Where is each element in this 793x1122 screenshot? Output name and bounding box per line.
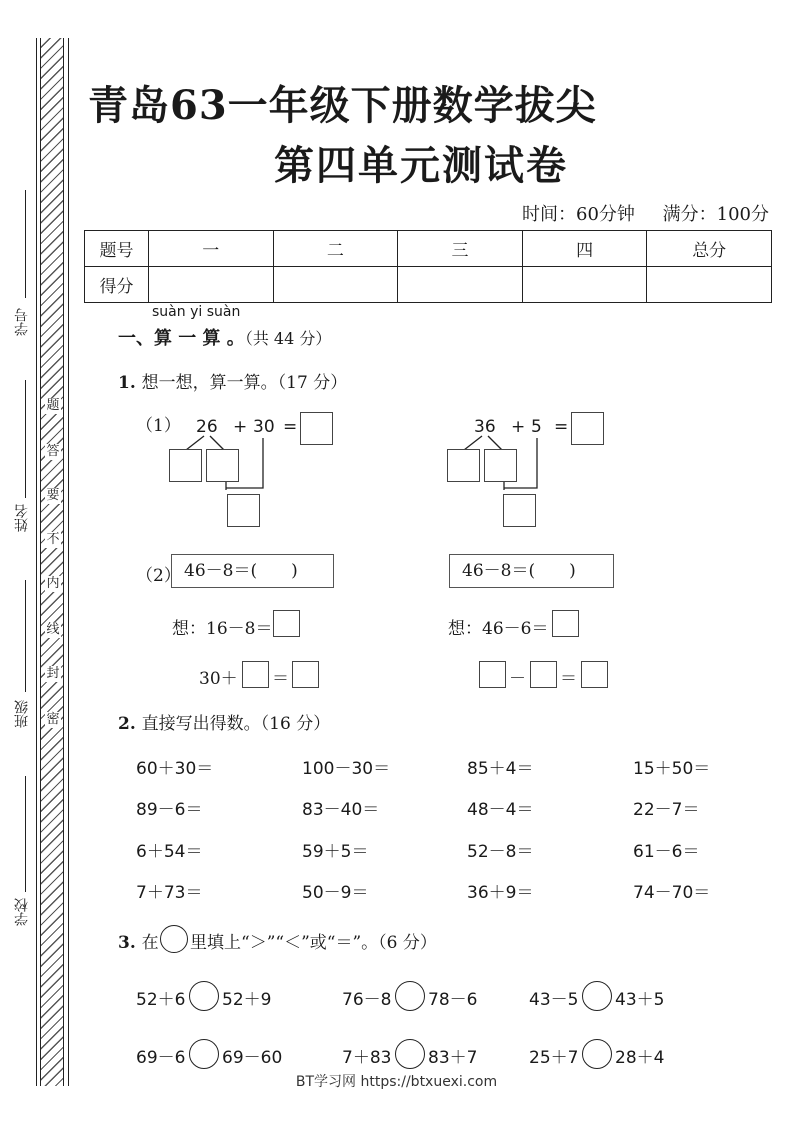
right-think-step: 想：46－6＝ bbox=[448, 619, 549, 639]
student-id-blank[interactable] bbox=[25, 190, 26, 298]
right-think-box[interactable] bbox=[552, 610, 579, 637]
compare-right: 83＋7 bbox=[428, 1048, 478, 1068]
footer-watermark: BT学习网 https://btxuexi.com bbox=[295, 1074, 498, 1090]
name-label: 姓名 bbox=[14, 504, 30, 532]
left-step2-prefix: 30＋ bbox=[199, 669, 238, 689]
score-cell[interactable] bbox=[273, 267, 398, 303]
mental-calc-item: 85＋4＝ bbox=[467, 759, 534, 779]
right-eq-answer-box[interactable] bbox=[571, 412, 604, 445]
mental-calc-item: 100－30＝ bbox=[302, 759, 391, 779]
question-2-heading bbox=[118, 709, 330, 734]
right-sum-box[interactable] bbox=[503, 494, 536, 527]
right-step2-equals: ＝ bbox=[560, 669, 577, 689]
compare-circle[interactable] bbox=[582, 1039, 612, 1069]
mental-calc-item: 6＋54＝ bbox=[136, 842, 203, 862]
right-eq-equals: = bbox=[554, 417, 569, 437]
time-info bbox=[500, 200, 769, 226]
compare-circle[interactable] bbox=[189, 1039, 219, 1069]
mental-calc-item: 50－9＝ bbox=[302, 883, 369, 903]
compare-right: 28＋4 bbox=[615, 1048, 665, 1068]
mental-calc-item: 74－70＝ bbox=[633, 883, 711, 903]
school-label: 学校 bbox=[14, 898, 30, 926]
binding-line-outer bbox=[36, 38, 37, 1086]
right-split-box-1[interactable] bbox=[447, 449, 480, 482]
warning-char: 要 bbox=[46, 488, 60, 503]
warning-char: 线 bbox=[46, 622, 60, 637]
right-eq-a: 36 bbox=[474, 417, 496, 437]
left-think-step: 想：16－8＝ bbox=[172, 619, 273, 639]
compare-right: 52＋9 bbox=[222, 990, 272, 1010]
compare-left: 43－5 bbox=[529, 990, 579, 1010]
compare-circle[interactable] bbox=[189, 981, 219, 1011]
mental-calc-item: 52－8＝ bbox=[467, 842, 534, 862]
score-header-cell: 四 bbox=[522, 231, 647, 267]
compare-circle[interactable] bbox=[395, 1039, 425, 1069]
mental-calc-item: 36＋9＝ bbox=[467, 883, 534, 903]
mental-calc-item: 61－6＝ bbox=[633, 842, 700, 862]
compare-circle[interactable] bbox=[395, 981, 425, 1011]
question-2-text: 直接写出得数。（16 分） bbox=[141, 714, 331, 734]
score-row-label: 得分 bbox=[85, 267, 149, 303]
compare-right: 69－60 bbox=[222, 1048, 283, 1068]
full-score: 满分：100分 bbox=[662, 204, 769, 225]
left-eq-op: + bbox=[233, 417, 248, 437]
left-eq-equals: = bbox=[283, 417, 298, 437]
section-1-title: 一、算 一 算 。 bbox=[118, 328, 245, 349]
mental-calc-item: 48－4＝ bbox=[467, 800, 534, 820]
left-split-box-1[interactable] bbox=[169, 449, 202, 482]
left-eq-a: 26 bbox=[196, 417, 218, 437]
question-1-heading bbox=[118, 368, 347, 393]
section-1-pinyin: suàn yi suàn bbox=[152, 304, 241, 320]
compare-left: 69－6 bbox=[136, 1048, 186, 1068]
class-blank[interactable] bbox=[25, 580, 26, 692]
warning-char: 答 bbox=[46, 444, 60, 459]
left-eq-answer-box[interactable] bbox=[300, 412, 333, 445]
question-3-heading bbox=[118, 928, 159, 953]
score-header-cell: 一 bbox=[149, 231, 274, 267]
binding-line-inner bbox=[68, 38, 69, 1086]
right-step2-minus: － bbox=[509, 669, 526, 689]
score-cell[interactable] bbox=[149, 267, 274, 303]
left-sum-box[interactable] bbox=[227, 494, 260, 527]
title-line-1: 青岛63一年级下册数学拔尖 bbox=[88, 82, 597, 129]
score-header-cell: 题号 bbox=[85, 231, 149, 267]
question-1-text: 想一想，算一算。（17 分） bbox=[141, 373, 348, 393]
score-cell[interactable] bbox=[522, 267, 647, 303]
title-line-2: 第四单元测试卷 bbox=[274, 142, 568, 189]
compare-right: 43＋5 bbox=[615, 990, 665, 1010]
left-step2-box-2[interactable] bbox=[292, 661, 319, 688]
name-blank[interactable] bbox=[25, 380, 26, 498]
score-cell[interactable] bbox=[647, 267, 772, 303]
compare-circle[interactable] bbox=[582, 981, 612, 1011]
warning-char: 封 bbox=[46, 666, 60, 681]
compare-left: 52＋6 bbox=[136, 990, 186, 1010]
left-split-box-2[interactable] bbox=[206, 449, 239, 482]
left-think-box[interactable] bbox=[273, 610, 300, 637]
mental-calc-item: 7＋73＝ bbox=[136, 883, 203, 903]
binding-margin bbox=[0, 0, 80, 1122]
right-step2-box-3[interactable] bbox=[581, 661, 608, 688]
question-3-text-b: 里填上“＞”“＜”或“＝”。（6 分） bbox=[190, 933, 437, 953]
student-id-label: 学号 bbox=[14, 308, 30, 336]
left-eq-b: 30 bbox=[253, 417, 275, 437]
compare-left: 76－8 bbox=[342, 990, 392, 1010]
question-1-number: 1. bbox=[118, 373, 136, 393]
mental-calc-item: 60＋30＝ bbox=[136, 759, 214, 779]
time-limit: 时间：60分钟 bbox=[522, 204, 635, 225]
left-step2-box-1[interactable] bbox=[242, 661, 269, 688]
mental-calc-item: 59＋5＝ bbox=[302, 842, 369, 862]
part-2-label: （2） bbox=[136, 566, 181, 586]
right-eq-op: + bbox=[511, 417, 526, 437]
compare-left: 7＋83 bbox=[342, 1048, 392, 1068]
mental-calc-item: 15＋50＝ bbox=[633, 759, 711, 779]
right-step2-box-2[interactable] bbox=[530, 661, 557, 688]
question-3-instruction bbox=[190, 928, 437, 953]
score-table bbox=[84, 230, 772, 303]
warning-char: 密 bbox=[46, 712, 60, 727]
left-step2-equals: ＝ bbox=[272, 669, 289, 689]
score-table-score-row bbox=[85, 267, 772, 303]
right-eq-b: 5 bbox=[531, 417, 542, 437]
score-header-cell: 三 bbox=[398, 231, 523, 267]
score-header-cell: 二 bbox=[273, 231, 398, 267]
right-step2-box-1[interactable] bbox=[479, 661, 506, 688]
section-1-heading bbox=[118, 324, 331, 350]
section-1-points: （共 44 分） bbox=[244, 329, 332, 348]
question-3-text-a: 在 bbox=[141, 933, 159, 953]
warning-char: 题 bbox=[46, 398, 60, 413]
class-label: 班级 bbox=[14, 700, 30, 728]
binding-hatch-strip bbox=[40, 38, 64, 1086]
compare-right: 78－6 bbox=[428, 990, 478, 1010]
score-table-header-row bbox=[85, 231, 772, 267]
score-header-cell: 总分 bbox=[647, 231, 772, 267]
right-split-box-2[interactable] bbox=[484, 449, 517, 482]
question-3-number: 3. bbox=[118, 933, 136, 953]
mental-calc-item: 83－40＝ bbox=[302, 800, 380, 820]
left-subtraction-frame[interactable]: 46－8＝( ) bbox=[171, 554, 334, 588]
school-blank[interactable] bbox=[25, 776, 26, 892]
warning-char: 不 bbox=[46, 532, 60, 547]
part-1-label: （1） bbox=[136, 416, 181, 436]
compare-left: 25＋7 bbox=[529, 1048, 579, 1068]
score-cell[interactable] bbox=[398, 267, 523, 303]
question-2-number: 2. bbox=[118, 714, 136, 734]
circle-icon bbox=[160, 925, 188, 953]
mental-calc-item: 89－6＝ bbox=[136, 800, 203, 820]
right-subtraction-frame[interactable]: 46－8＝( ) bbox=[449, 554, 614, 588]
warning-char: 内 bbox=[46, 576, 60, 591]
mental-calc-item: 22－7＝ bbox=[633, 800, 700, 820]
